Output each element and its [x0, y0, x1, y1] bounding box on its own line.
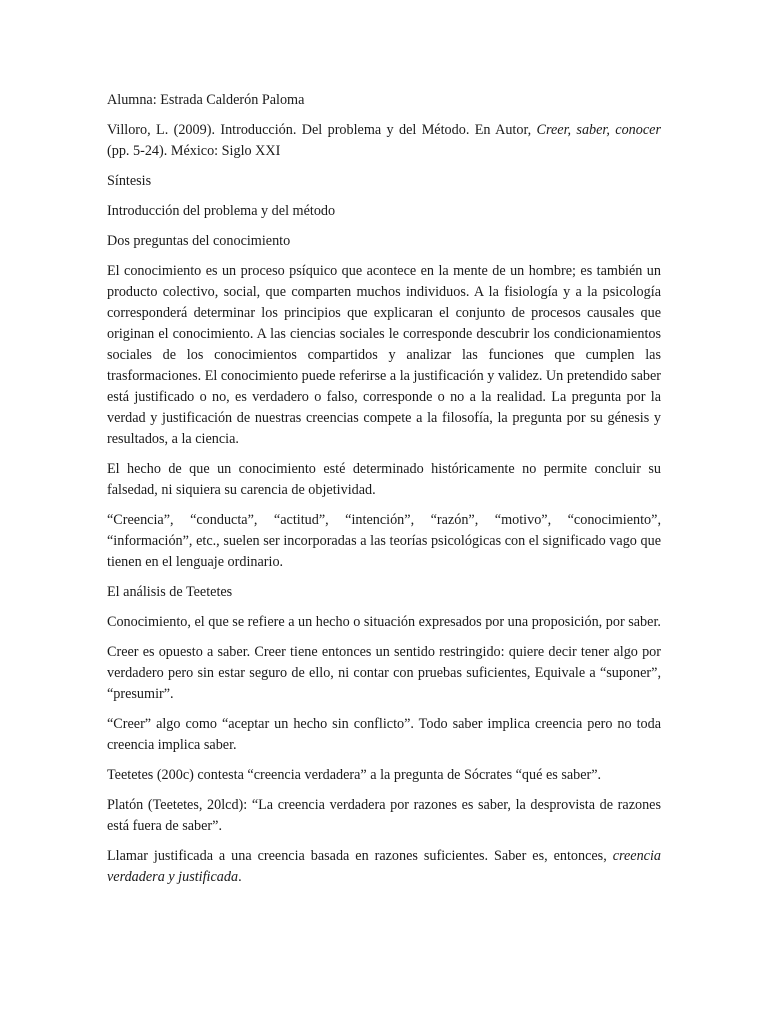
reference-authors-title: Villoro, L. (2009). Introducción. Del problema y del Método. En Autor, [107, 122, 537, 138]
heading-analisis-teetetes: El análisis de Teetetes [107, 584, 233, 600]
paragraph-conocimiento-definicion: Conocimiento, el que se refiere a un hecho o situación expresados por una proposición, por saber. [107, 614, 661, 630]
paragraph-llamar-justificada [107, 846, 661, 888]
paragraph-hecho: El hecho de que un conocimiento esté determinado históricamente no permite concluir su falsedad, ni siquiera su carencia de objetividad. [107, 461, 661, 498]
heading-sintesis: Síntesis [107, 173, 152, 189]
heading-dos-preguntas: Dos preguntas del conocimiento [107, 233, 291, 249]
reference-pages-publisher: (pp. 5-24). México: Siglo XXI [107, 143, 281, 159]
paragraph-terminos: “Creencia”, “conducta”, “actitud”, “intención”, “razón”, “motivo”, “conocimiento”, “información”, etc., suelen ser incorporadas a las teorías psicológicas con el significado vago que tienen en el lenguaje ordinario. [107, 512, 661, 570]
bibliographic-reference [107, 120, 661, 162]
llamar-end: . [238, 869, 242, 885]
llamar-italic: creencia verdadera y justificada [107, 848, 661, 885]
paragraph-creer-algo: “Creer” algo como “aceptar un hecho sin conflicto”. Todo saber implica creencia pero no toda creencia implica saber. [107, 716, 661, 753]
paragraph-conocimiento: El conocimiento es un proceso psíquico que acontece en la mente de un hombre; es también un producto colectivo, social, que comparten muchos individuos. A la fisiología y a la psicología corresponderá determinar los principios que explicaran el conjunto de procesos causales que originan el conocimiento. A las ciencias sociales le corresponde descubrir los condicionamientos sociales de los conocimientos compartidos y analizar las funciones que cumplen las trasformaciones. El conocimiento puede referirse a la justificación y validez. Un pretendido saber está justificado o no, es verdadero o falso, corresponde o no a la realidad. La pregunta por la verdad y justificación de nuestras creencias compete a la filosofía, la pregunta por su génesis y resultados, a la ciencia. [107, 263, 661, 447]
paragraph-creer: Creer es opuesto a saber. Creer tiene entonces un sentido restringido: quiere decir tener algo por verdadero pero sin estar seguro de ello, ni contar con pruebas suficientes, Equivale a “suponer”, “presumir”. [107, 644, 661, 702]
heading-introduccion: Introducción del problema y del método [107, 203, 336, 219]
paragraph-platon: Platón (Teetetes, 20lcd): “La creencia verdadera por razones es saber, la desprovista de razones está fuera de saber”. [107, 797, 661, 834]
paragraph-teetetes-200c: Teetetes (200c) contesta “creencia verdadera” a la pregunta de Sócrates “qué es saber”. [107, 767, 602, 783]
reference-book-title: Creer, saber, conocer [536, 122, 661, 138]
student-name: Alumna: Estrada Calderón Paloma [107, 92, 305, 108]
llamar-text: Llamar justificada a una creencia basada en razones suficientes. Saber es, entonces, [107, 848, 613, 864]
document-body [107, 90, 661, 897]
